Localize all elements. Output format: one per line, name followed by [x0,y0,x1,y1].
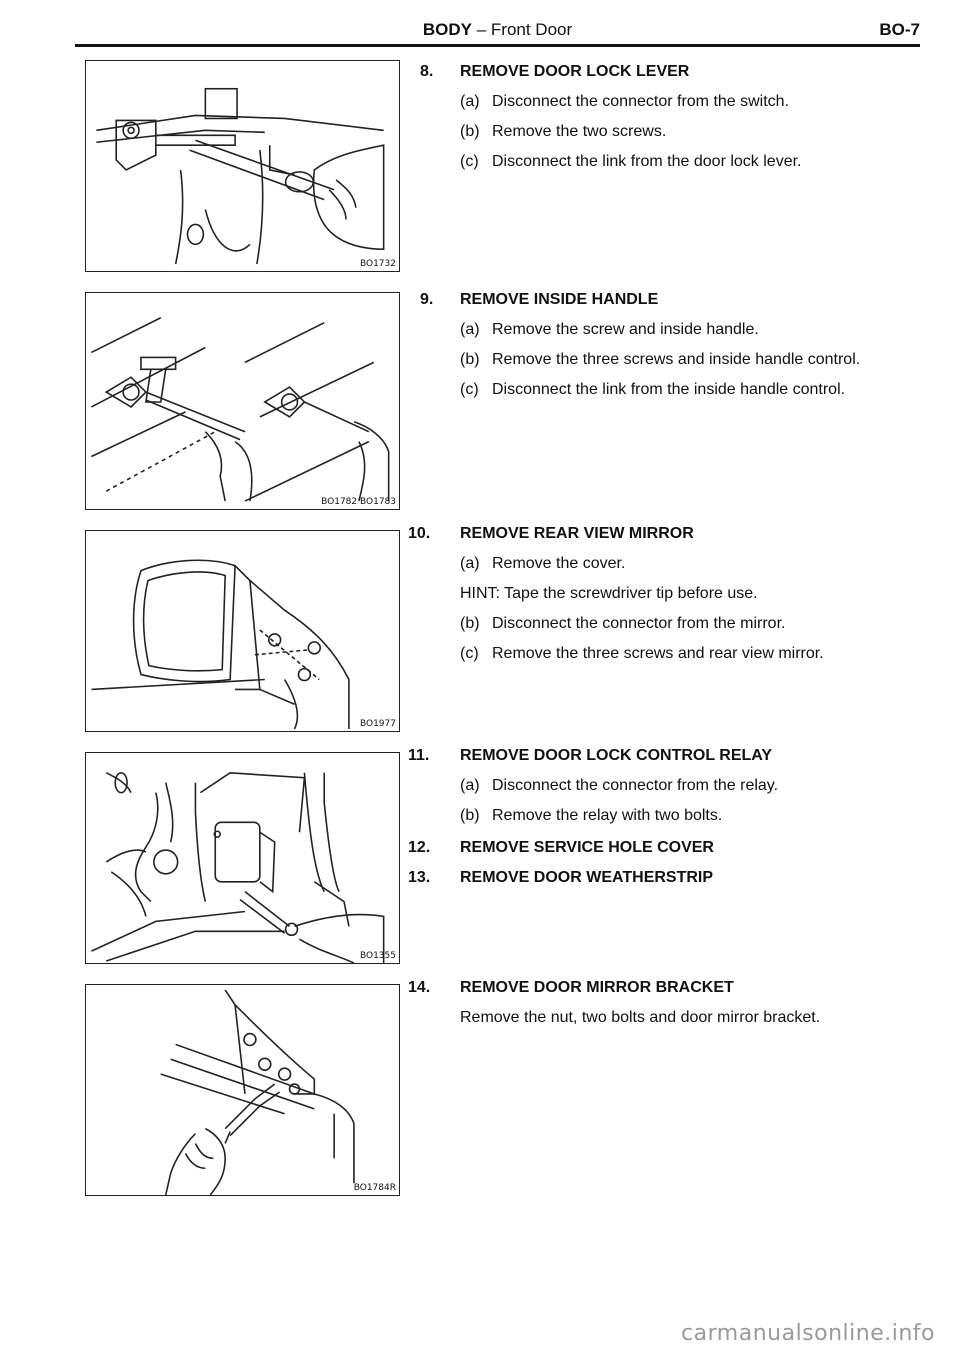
step-title: REMOVE DOOR LOCK CONTROL RELAY [460,747,773,764]
subsection-name: Front Door [490,20,573,39]
step-10 [400,522,920,665]
figure-code: BO1784R [353,1183,396,1193]
step-number: 8. [420,63,434,80]
step-title: REMOVE REAR VIEW MIRROR [460,525,694,542]
step-title: REMOVE DOOR WEATHERSTRIP [460,869,714,886]
step-item: (a) Remove the cover. [460,555,626,572]
step-heading [400,288,920,311]
step-heading [400,836,920,859]
step-title: REMOVE DOOR MIRROR BRACKET [460,979,734,996]
step-number: 12. [408,839,431,856]
step-heading [400,744,920,767]
step-8 [400,60,920,173]
figure-door-lock-lever [85,60,400,272]
watermark: carmanualsonline.info [681,1321,935,1346]
figure-code: BO1782 BO1783 [321,497,396,507]
step-number: 13. [408,869,431,886]
step-heading [400,522,920,545]
figure-lock-control-relay [85,752,400,964]
figure-inside-handle [85,292,400,510]
door-lock-lever-illustration [86,61,399,271]
step-item: (b) Disconnect the connector from the mirror. [460,615,786,632]
step-item: (b) Remove the three screws and inside handle control. [460,351,861,368]
step-item: (a) Remove the screw and inside handle. [460,321,759,338]
step-13 [400,866,920,889]
step-11 [400,744,920,827]
step-item: (b) Remove the relay with two bolts. [460,807,723,824]
page-header [75,18,920,44]
step-item: (c) Remove the three screws and rear view mirror. [460,645,824,662]
step-item: (c) Disconnect the link from the inside handle control. [460,381,846,398]
step-number: 11. [408,747,430,764]
figure-code: BO1732 [359,259,396,269]
lock-control-relay-illustration [86,753,399,963]
step-heading [400,976,920,999]
hint-note [400,582,920,605]
title-separator: – [476,20,487,39]
inside-handle-illustration [86,293,399,509]
step-text: Remove the nut, two bolts and door mirror bracket. [460,1009,821,1026]
mirror-bracket-illustration [86,985,399,1195]
figure-mirror-bracket [85,984,400,1196]
page-number: BO-7 [879,20,920,39]
step-item: (a) Disconnect the connector from the switch. [460,93,790,110]
figure-rear-view-mirror [85,530,400,732]
step-item: (b) Remove the two screws. [460,123,667,140]
step-title: REMOVE DOOR LOCK LEVER [460,63,690,80]
step-12 [400,836,920,859]
hint-label: HINT: [460,585,500,602]
figure-code: BO1355 [359,951,396,961]
step-item: (c) Disconnect the link from the door lock lever. [460,153,802,170]
section-name: BODY [422,20,472,39]
step-number: 9. [420,291,434,308]
rear-view-mirror-illustration [86,531,399,731]
step-14 [400,976,920,1029]
header-rule [75,44,920,47]
step-number: 10. [408,525,431,542]
step-heading [400,866,920,889]
step-9 [400,288,920,401]
hint-text: Tape the screwdriver tip before use. [504,585,758,602]
page-title [75,20,920,40]
step-heading [400,60,920,83]
step-number: 14. [408,979,431,996]
step-item: (a) Disconnect the connector from the relay. [460,777,779,794]
figure-code: BO1977 [359,719,396,729]
step-title: REMOVE SERVICE HOLE COVER [460,839,714,856]
step-title: REMOVE INSIDE HANDLE [460,291,659,308]
